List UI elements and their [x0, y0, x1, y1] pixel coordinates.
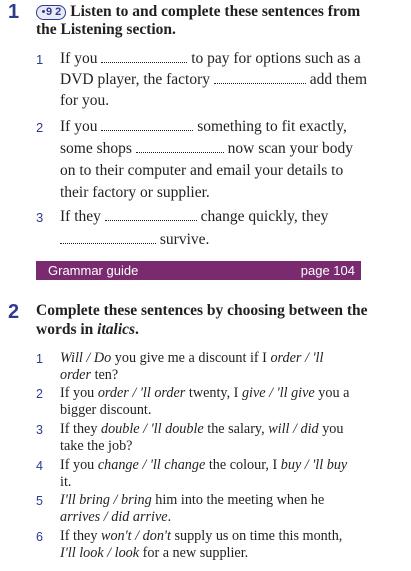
- sentence-line: [60, 545, 248, 562]
- sentence-text: If you: [60, 50, 98, 67]
- answer-blank[interactable]: [60, 231, 156, 244]
- choice-option[interactable]: buy / 'll buy: [280, 457, 348, 473]
- exercise-1-instruction: [36, 3, 360, 21]
- sentence-text: now scan your body: [227, 140, 353, 157]
- sentence-text: some shops: [60, 140, 132, 157]
- sentence-line: it.: [60, 474, 72, 490]
- sentence-line: bigger discount.: [60, 402, 152, 418]
- sentence-text: DVD player, the factory: [60, 71, 211, 88]
- sentence-line: [60, 71, 367, 89]
- exercise-2-number: 2: [8, 301, 20, 323]
- choice-option[interactable]: order / 'll: [270, 350, 324, 366]
- item-number: 1: [36, 52, 44, 67]
- choice-option[interactable]: order / 'll order: [97, 385, 186, 401]
- exercise-2-instruction-line2: [36, 321, 139, 339]
- audio-track-number: 9 2: [46, 6, 62, 18]
- sentence-text: change quickly, they: [200, 208, 329, 225]
- sentence-line: [60, 492, 324, 509]
- item-number: 1: [36, 352, 43, 366]
- sentence-line: their factory or supplier.: [60, 184, 210, 201]
- exercise-2-instruction: Complete these sentences by choosing between the: [36, 302, 368, 319]
- item-number: 2: [36, 387, 43, 401]
- exercise-1-instruction-line2: the Listening section.: [36, 21, 176, 38]
- instruction-italic-text: italics: [97, 321, 136, 338]
- instruction-text: words in: [36, 321, 98, 338]
- item-number: 3: [36, 210, 44, 225]
- sentence-line: [60, 457, 347, 474]
- sentence-text: survive.: [159, 231, 210, 248]
- sentence-text: add them: [309, 71, 368, 88]
- sentence-text: If they: [60, 421, 101, 437]
- sentence-line: [60, 231, 209, 249]
- instruction-line: Listen to and complete these sentences from: [70, 3, 361, 20]
- sentence-text: If you: [60, 118, 98, 135]
- sentence-line: [60, 367, 118, 384]
- sentence-text: to pay for options such as a: [191, 50, 361, 67]
- choice-option[interactable]: change / 'll change: [97, 457, 206, 473]
- sentence-text: ten?: [91, 367, 119, 383]
- choice-option[interactable]: I'll look / look: [60, 545, 140, 561]
- choice-option[interactable]: arrives / did arrive: [60, 509, 168, 525]
- sentence-text: twenty, I: [185, 385, 242, 401]
- sentence-text: supply us on time this month,: [170, 528, 343, 544]
- sentence-line: [60, 528, 342, 545]
- item-number: 6: [36, 530, 43, 544]
- sentence-line: [60, 118, 347, 136]
- grammar-guide-page-link[interactable]: page 104: [300, 263, 355, 278]
- instruction-text: .: [135, 321, 139, 338]
- sentence-line: [60, 385, 349, 402]
- sentence-line: [60, 421, 343, 438]
- sentence-text: you a: [314, 385, 350, 401]
- answer-blank[interactable]: [105, 208, 197, 221]
- sentence-text: the colour, I: [205, 457, 281, 473]
- sentence-text: him into the meeting when he: [151, 492, 325, 508]
- exercise-1-number: 1: [8, 1, 20, 23]
- item-number: 5: [36, 494, 43, 508]
- sentence-text: for a new supplier.: [139, 545, 249, 561]
- sentence-text: .: [167, 509, 172, 525]
- sentence-text: If they: [60, 528, 101, 544]
- grammar-guide-label: Grammar guide: [48, 263, 139, 278]
- choice-option[interactable]: double / 'll double: [100, 421, 204, 437]
- sentence-text: If they: [60, 208, 101, 225]
- sentence-text: you give me a discount if I: [111, 350, 271, 366]
- sentence-line: [60, 50, 361, 68]
- sentence-line: [60, 350, 323, 367]
- sentence-text: If you: [60, 457, 98, 473]
- item-number: 3: [36, 423, 43, 437]
- answer-blank[interactable]: [136, 140, 224, 153]
- choice-option[interactable]: Will / Do: [60, 350, 112, 366]
- item-number: 4: [36, 459, 43, 473]
- sentence-text: If you: [60, 385, 98, 401]
- sentence-line: on to their computer and email your details to: [60, 162, 344, 179]
- sentence-line: [60, 140, 353, 158]
- audio-track-icon: [36, 5, 66, 20]
- item-number: 2: [36, 120, 44, 135]
- sentence-text: the salary,: [203, 421, 269, 437]
- sentence-text: you: [318, 421, 344, 437]
- sentence-line: for you.: [60, 92, 110, 109]
- answer-blank[interactable]: [214, 71, 306, 84]
- choice-option[interactable]: won't / don't: [100, 528, 171, 544]
- answer-blank[interactable]: [101, 50, 187, 63]
- choice-option[interactable]: give / 'll give: [241, 385, 315, 401]
- sentence-text: something to fit exactly,: [197, 118, 347, 135]
- choice-option[interactable]: I'll bring / bring: [60, 492, 152, 508]
- choice-option[interactable]: will / did: [268, 421, 319, 437]
- sentence-line: [60, 509, 171, 526]
- sentence-line: take the job?: [60, 438, 133, 454]
- choice-option[interactable]: order: [60, 367, 92, 383]
- sentence-line: [60, 208, 328, 226]
- answer-blank[interactable]: [101, 118, 193, 131]
- grammar-guide-bar[interactable]: [36, 261, 361, 280]
